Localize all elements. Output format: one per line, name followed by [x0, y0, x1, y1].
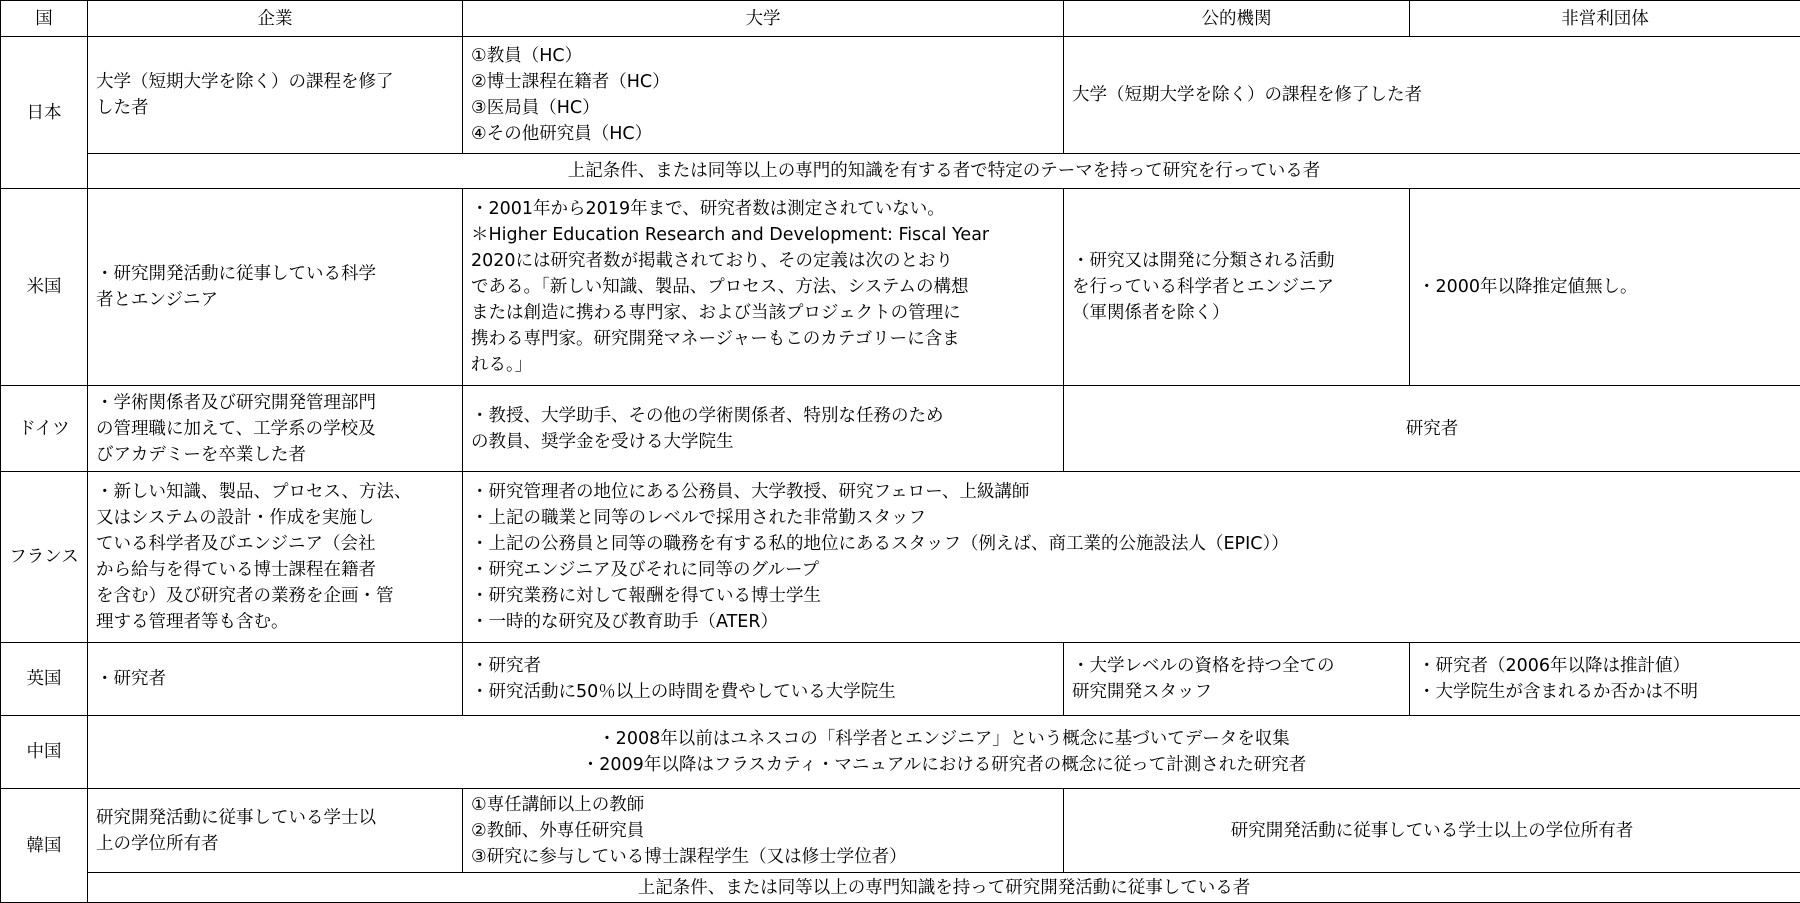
- korea-company-line: 研究開発活動に従事している学士以: [96, 805, 454, 831]
- china-line: ・2008年以前はユネスコの「科学者とエンジニア」という概念に基づいてデータを収集: [96, 726, 1792, 752]
- header-public-institution: 公的機関: [1064, 1, 1410, 37]
- row-germany: [1, 386, 1800, 472]
- france-company-line: から給与を得ている博士課程在籍者: [96, 557, 454, 583]
- usa-university-cell: [463, 189, 1064, 386]
- country-japan: 日本: [1, 37, 88, 189]
- row-korea-note: [1, 873, 1800, 903]
- usa-company-line: 者とエンジニア: [96, 287, 454, 313]
- japan-company-line: 大学（短期大学を除く）の課程を修了: [96, 69, 454, 95]
- header-row: [1, 1, 1800, 37]
- france-others-line: ・研究業務に対して報酬を得ている博士学生: [471, 583, 1792, 609]
- uk-public-line: 研究開発スタッフ: [1072, 679, 1401, 705]
- uk-university-line: ・研究活動に50％以上の時間を費やしている大学院生: [471, 679, 1055, 705]
- france-company-cell: [88, 472, 463, 643]
- country-usa: 米国: [1, 189, 88, 386]
- japan-university-cell: [463, 37, 1064, 154]
- korea-university-line: ①専任講師以上の教師: [471, 792, 1055, 818]
- korea-company-cell: [88, 789, 463, 873]
- uk-university-line: ・研究者: [471, 653, 1055, 679]
- header-country: 国: [1, 1, 88, 37]
- korea-public-nonprofit-cell: 研究開発活動に従事している学士以上の学位所有者: [1064, 789, 1800, 873]
- usa-public-cell: [1064, 189, 1410, 386]
- usa-university-line: または創造に携わる専門家、および当該プロジェクトの管理に: [471, 300, 1055, 326]
- country-france: フランス: [1, 472, 88, 643]
- france-company-line: を含む）及び研究者の業務を企画・管: [96, 583, 454, 609]
- usa-university-line: れる。」: [471, 352, 1055, 378]
- japan-note: 上記条件、または同等以上の専門的知識を有する者で特定のテーマを持って研究を行っている者: [88, 154, 1800, 189]
- germany-company-cell: [88, 386, 463, 472]
- korea-university-line: ③研究に参与している博士課程学生（又は修士学位者）: [471, 844, 1055, 870]
- china-line: ・2009年以降はフラスカティ・マニュアルにおける研究者の概念に従って計測された研究者: [96, 752, 1792, 778]
- usa-public-line: を行っている科学者とエンジニア: [1072, 274, 1401, 300]
- row-usa: [1, 189, 1800, 386]
- uk-nonprofit-line: ・大学院生が含まれるか否かは不明: [1418, 679, 1792, 705]
- country-germany: ドイツ: [1, 386, 88, 472]
- row-japan: [1, 37, 1800, 154]
- korea-company-line: 上の学位所有者: [96, 831, 454, 857]
- germany-company-line: びアカデミーを卒業した者: [96, 442, 454, 468]
- header-nonprofit: 非営利団体: [1410, 1, 1800, 37]
- uk-public-cell: [1064, 643, 1410, 716]
- usa-company-cell: [88, 189, 463, 386]
- usa-nonprofit-cell: ・2000年以降推定値無し。: [1410, 189, 1800, 386]
- japan-university-line: ②博士課程在籍者（HC）: [471, 69, 1055, 95]
- uk-public-line: ・大学レベルの資格を持つ全ての: [1072, 653, 1401, 679]
- japan-university-line: ①教員（HC）: [471, 43, 1055, 69]
- japan-company-line: した者: [96, 95, 454, 121]
- france-company-line: ている科学者及びエンジニア（会社: [96, 531, 454, 557]
- korea-university-line: ②教師、外専任研究員: [471, 818, 1055, 844]
- uk-nonprofit-cell: [1410, 643, 1800, 716]
- france-others-line: ・研究管理者の地位にある公務員、大学教授、研究フェロー、上級講師: [471, 479, 1792, 505]
- france-company-line: 理する管理者等も含む。: [96, 609, 454, 635]
- germany-university-line: ・教授、大学助手、その他の学術関係者、特別な任務のため: [471, 403, 1055, 429]
- row-china: [1, 716, 1800, 789]
- france-others-line: ・研究エンジニア及びそれに同等のグループ: [471, 557, 1792, 583]
- header-university: 大学: [463, 1, 1064, 37]
- france-others-line: ・上記の職業と同等のレベルで採用された非常勤スタッフ: [471, 505, 1792, 531]
- uk-university-cell: [463, 643, 1064, 716]
- header-company: 企業: [88, 1, 463, 37]
- usa-university-line: ＊Higher Education Research and Development: Fiscal Year: [471, 222, 1055, 248]
- france-others-line: ・一時的な研究及び教育助手（ATER）: [471, 609, 1792, 635]
- usa-university-line: である。「新しい知識、製品、プロセス、方法、システムの構想: [471, 274, 1055, 300]
- japan-public-nonprofit-cell: 大学（短期大学を除く）の課程を修了した者: [1064, 37, 1800, 154]
- row-japan-note: [1, 154, 1800, 189]
- usa-university-line: 携わる専門家。研究開発マネージャーもこのカテゴリーに含ま: [471, 326, 1055, 352]
- france-company-line: ・新しい知識、製品、プロセス、方法、: [96, 479, 454, 505]
- france-others-line: ・上記の公務員と同等の職務を有する私的地位にあるスタッフ（例えば、商工業的公施設法人（EPIC））: [471, 531, 1792, 557]
- germany-public-nonprofit-cell: 研究者: [1064, 386, 1800, 472]
- korea-note: 上記条件、または同等以上の専門知識を持って研究開発活動に従事している者: [88, 873, 1800, 903]
- germany-university-cell: [463, 386, 1064, 472]
- japan-university-line: ④その他研究員（HC）: [471, 121, 1055, 147]
- usa-public-line: ・研究又は開発に分類される活動: [1072, 248, 1401, 274]
- usa-university-line: ・2001年から2019年まで、研究者数は測定されていない。: [471, 196, 1055, 222]
- country-uk: 英国: [1, 643, 88, 716]
- uk-nonprofit-line: ・研究者（2006年以降は推計値）: [1418, 653, 1792, 679]
- row-uk: [1, 643, 1800, 716]
- china-all-cell: [88, 716, 1800, 789]
- row-france: [1, 472, 1800, 643]
- france-company-line: 又はシステムの設計・作成を実施し: [96, 505, 454, 531]
- korea-university-cell: [463, 789, 1064, 873]
- usa-university-line: 2020には研究者数が掲載されており、その定義は次のとおり: [471, 248, 1055, 274]
- germany-company-line: の管理職に加えて、工学系の学校及: [96, 416, 454, 442]
- germany-company-line: ・学術関係者及び研究開発管理部門: [96, 390, 454, 416]
- row-korea: [1, 789, 1800, 873]
- japan-university-line: ③医局員（HC）: [471, 95, 1055, 121]
- japan-company-cell: [88, 37, 463, 154]
- uk-company-cell: ・研究者: [88, 643, 463, 716]
- france-others-cell: [463, 472, 1800, 643]
- country-china: 中国: [1, 716, 88, 789]
- usa-company-line: ・研究開発活動に従事している科学: [96, 261, 454, 287]
- country-korea: 韓国: [1, 789, 88, 903]
- germany-university-line: の教員、奨学金を受ける大学院生: [471, 429, 1055, 455]
- usa-public-line: （軍関係者を除く）: [1072, 300, 1401, 326]
